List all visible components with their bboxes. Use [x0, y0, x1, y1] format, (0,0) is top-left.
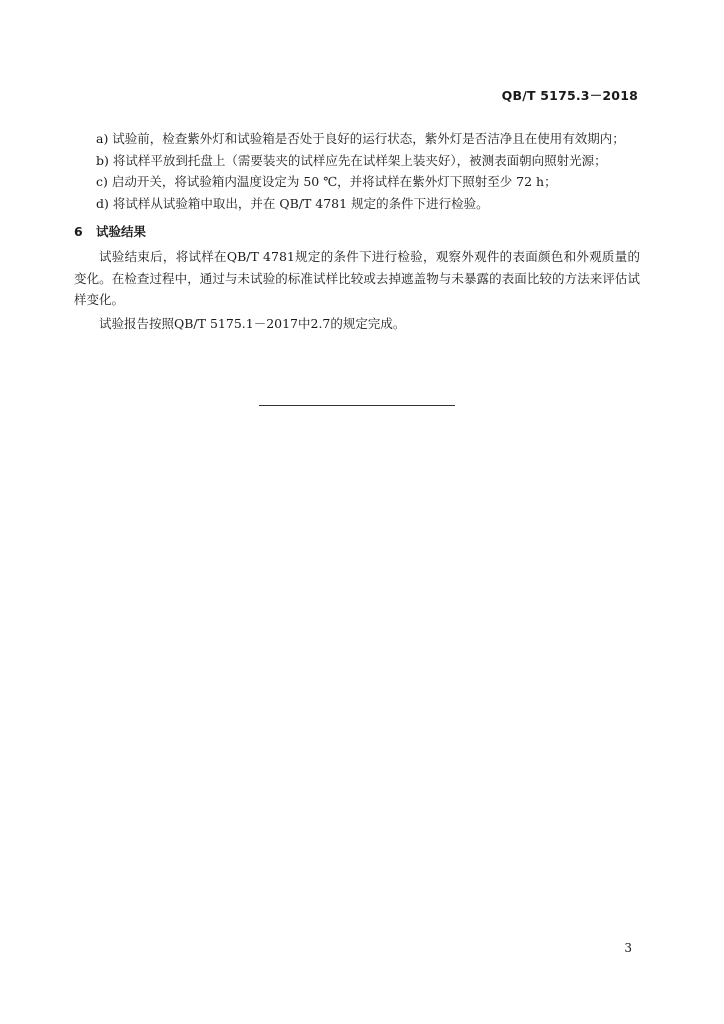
procedure-step-c: c) 启动开关，将试验箱内温度设定为 50 ℃，并将试样在紫外灯下照射至少 72 h； [96, 174, 557, 189]
section-title: 试验结果 [96, 224, 147, 239]
standard-code-header: QB/T 5175.3－2018 [501, 88, 638, 103]
section-number: 6 [74, 224, 83, 239]
document-body [74, 128, 640, 334]
procedure-step-b: b) 将试样平放到托盘上（需要装夹的试样应先在试样架上装夹好），被测表面朝向照射光源； [96, 152, 607, 168]
section-heading [74, 220, 640, 244]
procedure-step-a: a) 试验前，检查紫外灯和试验箱是否处于良好的运行状态，紫外灯是否洁净且在使用有效期内； [96, 131, 625, 146]
end-of-text-rule [259, 405, 455, 406]
page-number: 3 [624, 941, 632, 955]
procedure-step-d: d) 将试样从试验箱中取出，并在 QB/T 4781 规定的条件下进行检验。 [96, 195, 489, 211]
results-paragraph: 试验结束后，将试样在QB/T 4781规定的条件下进行检验，观察外观件的表面颜色和外观质量的变化。在检查过程中，通过与未试验的标准试样比较或去掉遮盖物与未暴露的表面比较的方法来评估试样变化。 [74, 249, 640, 307]
report-paragraph: 试验报告按照QB/T 5175.1－2017中2.7的规定完成。 [99, 315, 406, 331]
